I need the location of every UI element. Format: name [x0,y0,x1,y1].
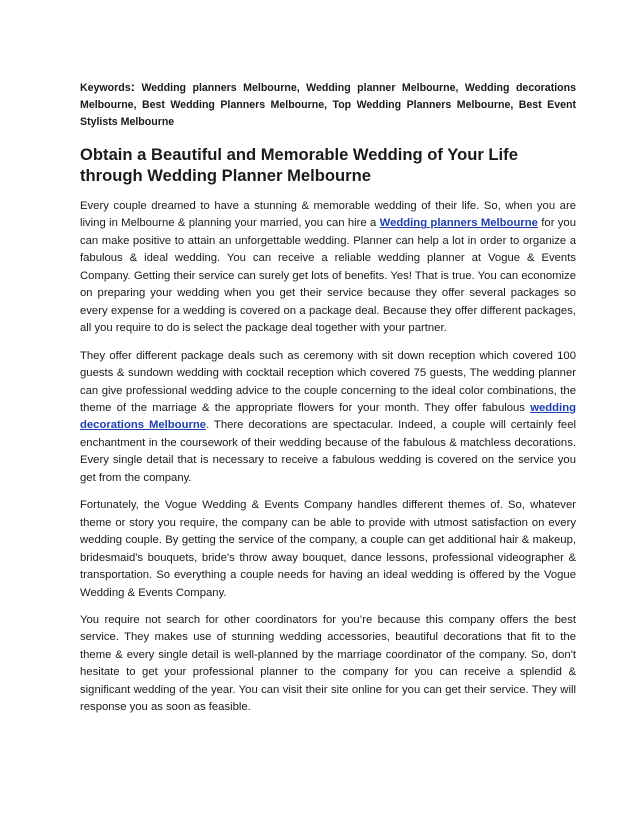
paragraph-2-before: They offer different package deals such as ceremony with sit down reception which covered 100 guests & sundown wedding with cocktail reception which covered 75 guests, The wedding planner can give professional wedding advice to the couple concerning to the ideal color combinations, the theme of the marriage & the appropriate flowers for your month. They offer fabulous [80,349,576,414]
paragraph-2-after: . There decorations are spectacular. Indeed, a couple will certainly feel enchantment in the coursework of their wedding because of the fabulous & matchless decorations. Every single detail that is necessary to receive a fabulous wedding is covered on the service you get from the company. [80,419,576,484]
keywords-label: Keywords [80,82,131,94]
wedding-planners-link[interactable]: Wedding planners Melbourne [379,217,538,230]
paragraph-2 [80,348,576,488]
paragraph-1 [80,198,576,338]
paragraph-4: You require not search for other coordinators for you’re because this company offers the best service. They makes use of stunning wedding accessories, beautiful decorations that fit to the theme & every single detail is well-planned by the marriage coordinator of the company. So, don't hesitate to get your professional planner to the company for you can receive a splendid & significant wedding of the year. You can visit their site online for you can get their service. They will response you as soon as feasible. [80,613,576,714]
article-title: Obtain a Beautiful and Memorable Wedding of Your Life through Wedding Planner Melbourne [80,145,518,185]
paragraph-1-before: Every couple dreamed to have a stunning & memorable wedding of their life. So, when you are living in Melbourne & planning your married, you can hire a [80,200,576,230]
keywords-colon: : [130,79,135,94]
keywords-line [80,78,576,131]
keywords-text: Wedding planners Melbourne, Wedding planner Melbourne, Wedding decorations Melbourne, Best Wedding Planners Melbourne, Top Wedding Planners Melbourne, Best Event Stylists Melbourne [80,82,576,128]
paragraph-1-after: for you can make positive to attain an unforgettable wedding. Planner can help a lot in order to organize a fabulous & ideal wedding. You can receive a reliable wedding planner at Vogue & Events Company. Getting their service can surely get lots of benefits. Yes! That is true. You can economize on preparing your wedding when you get their service because they offer several packages so every expense for a wedding is covered on a package deal. Because they offer different packages, all you require to do is select the package deal together with your partner. [80,217,576,335]
wedding-decorations-link[interactable]: wedding decorations Melbourne [80,401,576,432]
paragraph-3: Fortunately, the Vogue Wedding & Events Company handles different themes of. So, whatever theme or story you require, the company can be able to provide with utmost satisfaction on every wedding couple. By getting the service of the company, a couple can get additional hair & makeup, bridesmaid's bouquets, bride's throw away bouquet, dance lessons, professional videographer & transportation. So everything a couple needs for having an ideal wedding is offered by the Vogue Wedding & Events Company. [80,499,576,599]
